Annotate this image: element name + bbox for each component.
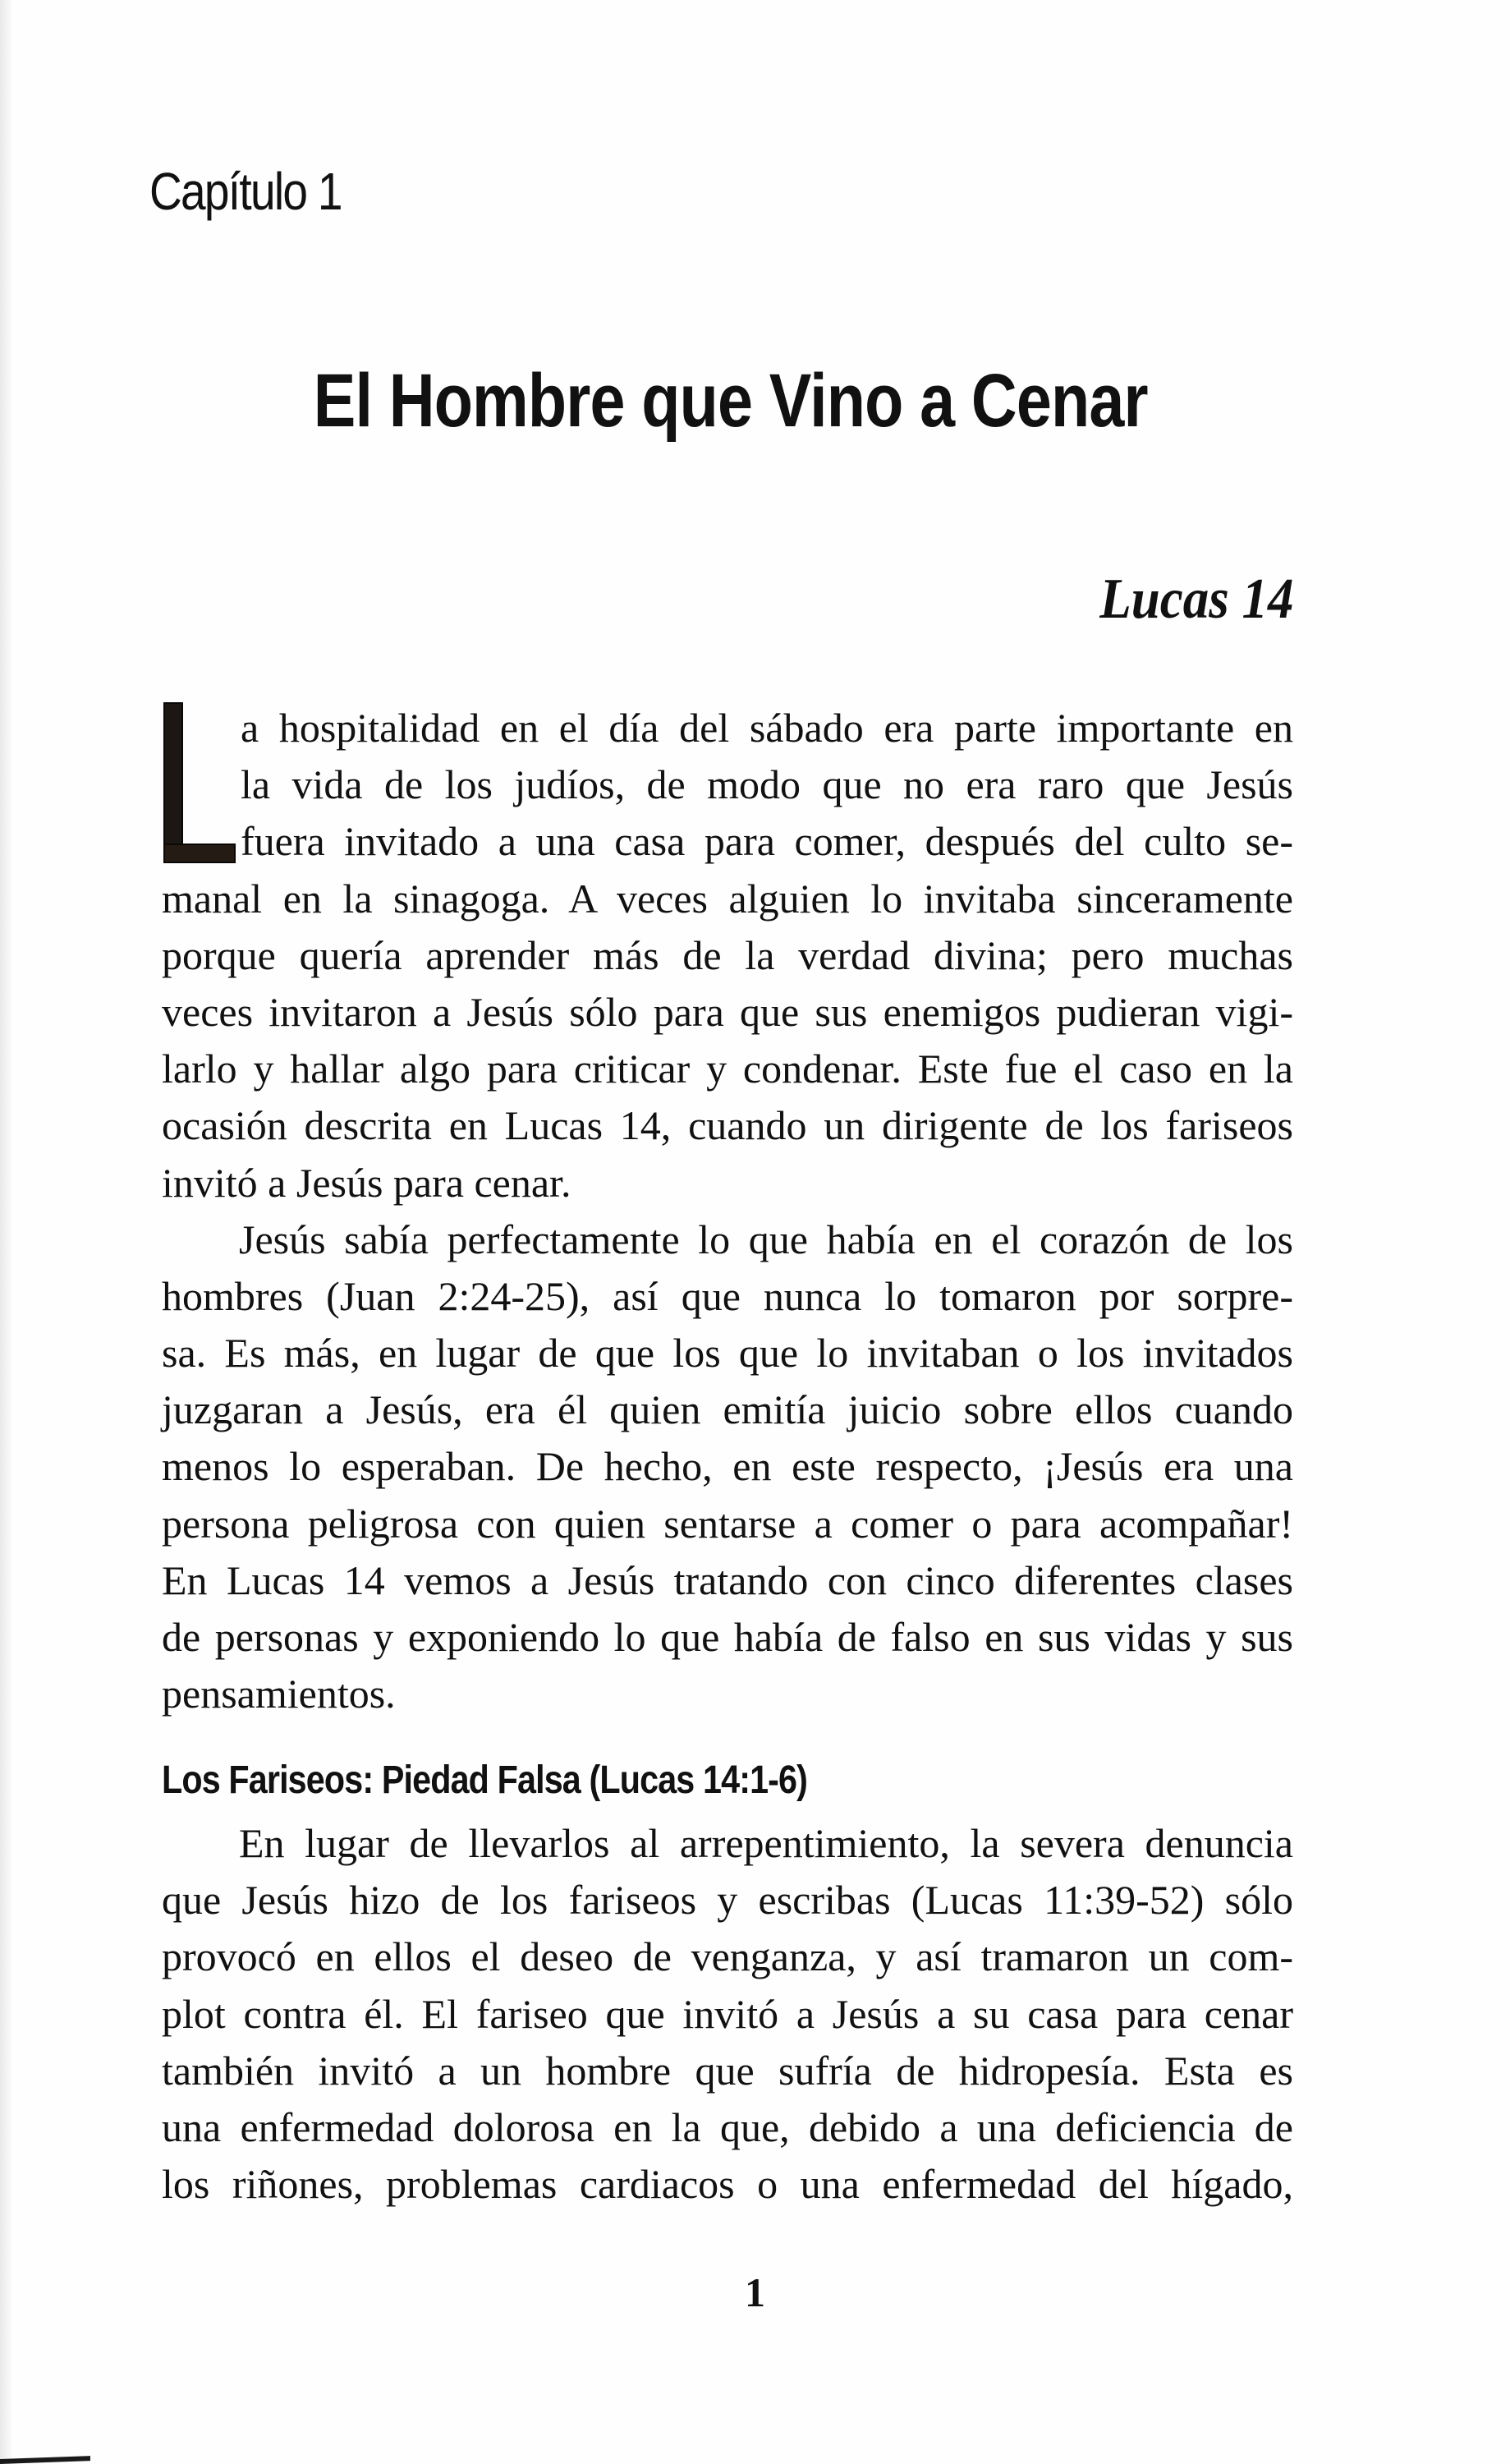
page-number: 1 xyxy=(745,2269,765,2315)
paragraph xyxy=(162,700,1293,1211)
text-line: En lugar de llevarlos al arrepentimiento, la severa denuncia xyxy=(239,1820,1293,1866)
text-line: plot contra él. El fariseo que invitó a Jesús a su casa para cenar xyxy=(162,1990,1293,2037)
text-line: hombres (Juan 2:24-25), así que nunca lo tomaron por sorpre- xyxy=(162,1272,1293,1319)
text-line: sa. Es más, en lugar de que los que lo invitaban o los invitados xyxy=(162,1330,1293,1377)
paragraph xyxy=(162,1815,1293,2213)
scan-edge xyxy=(0,2456,90,2464)
text-line: de personas y exponiendo lo que había de falso en sus vidas y sus xyxy=(162,1614,1293,1660)
chapter-title xyxy=(0,358,1510,444)
text-line: invitó a Jesús para cenar. xyxy=(162,1159,571,1206)
paragraph xyxy=(162,1211,1293,1723)
text-line: los riñones, problemas cardiacos o una enfermedad del hígado, xyxy=(162,2161,1293,2208)
text-line: que Jesús hizo de los fariseos y escribas (Lucas 11:39-52) sólo xyxy=(162,1877,1293,1924)
text-line: porque quería aprender más de la verdad divina; pero muchas xyxy=(162,931,1293,978)
text-line: ocasión descrita en Lucas 14, cuando un dirigente de los fariseos xyxy=(162,1102,1293,1149)
text-line: una enfermedad dolorosa en la que, debido a una deficiencia de xyxy=(162,2103,1293,2150)
scripture-reference: Lucas 14 xyxy=(1099,568,1293,631)
text-line: provocó en ellos el deseo de venganza, y así tramaron un com- xyxy=(162,1933,1293,1980)
text-line: menos lo esperaban. De hecho, en este respecto, ¡Jesús era una xyxy=(162,1443,1293,1490)
text-line: veces invitaron a Jesús sólo para que sus enemigos pudieran vigi- xyxy=(162,988,1293,1035)
chapter-label: Capítulo 1 xyxy=(149,162,342,221)
intro-text xyxy=(162,700,1293,1722)
text-line: Jesús sabía perfectamente lo que había en el corazón de los xyxy=(239,1216,1293,1262)
text-line: también invitó a un hombre que sufría de hidropesía. Esta es xyxy=(162,2047,1293,2094)
text-line: la vida de los judíos, de modo que no era raro que Jesús xyxy=(241,761,1293,808)
text-line: manal en la sinagoga. A veces alguien lo invitaba sinceramente xyxy=(162,875,1293,922)
text-line: a hospitalidad en el día del sábado era parte importante en xyxy=(241,705,1293,751)
text-line: larlo y hallar algo para criticar y condenar. Este fue el caso en la xyxy=(162,1046,1293,1092)
text-line: juzgaran a Jesús, era él quien emitía juicio sobre ellos cuando xyxy=(162,1386,1293,1433)
text-line: pensamientos. xyxy=(162,1671,396,1717)
text-line: En Lucas 14 vemos a Jesús tratando con cinco diferentes clases xyxy=(162,1556,1293,1603)
section-text xyxy=(162,1815,1293,2213)
chapter-title-text: El Hombre que Vino a Cenar xyxy=(313,359,1148,443)
text-line: persona peligrosa con quien sentarse a comer o para acompañar! xyxy=(162,1500,1293,1547)
text-line: fuera invitado a una casa para comer, después del culto se- xyxy=(241,818,1293,865)
section-heading: Los Fariseos: Piedad Falsa (Lucas 14:1-6) xyxy=(162,1758,808,1802)
